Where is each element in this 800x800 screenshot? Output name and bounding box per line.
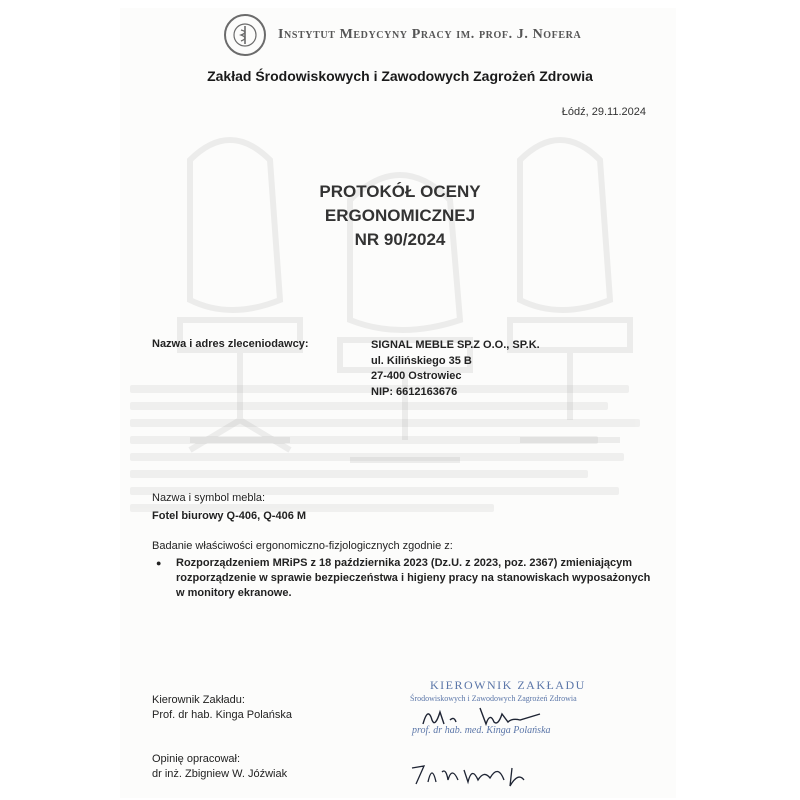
institute-name: Instytut Medycyny Pracy im. prof. J. Nofera xyxy=(278,27,582,42)
stamp-line-3: prof. dr hab. med. Kinga Polańska xyxy=(412,725,551,736)
head-section xyxy=(152,693,292,723)
head-signature xyxy=(420,702,550,732)
client-nip: NIP: 6612163676 xyxy=(371,385,458,398)
furniture-value: Fotel biurowy Q-406, Q-406 M xyxy=(152,510,307,522)
author-section xyxy=(152,752,287,782)
client-street: ul. Kilińskiego 35 B xyxy=(371,354,472,367)
client-name: SIGNAL MEBLE SP.Z O.O., SP.K. xyxy=(371,339,540,351)
author-signature xyxy=(408,758,538,790)
head-label: Kierownik Zakładu: xyxy=(152,694,245,706)
title-line-3: NR 90/2024 xyxy=(354,230,446,249)
study-section xyxy=(152,539,650,601)
stamp-line-1: KIEROWNIK ZAKŁADU xyxy=(430,678,586,692)
document-title xyxy=(0,180,800,252)
head-name: Prof. dr hab. Kinga Polańska xyxy=(152,709,293,721)
study-label: Badanie właściwości ergonomiczno-fizjologicznych zgodnie z: xyxy=(152,540,453,552)
study-bullet-line-3: w monitory ekranowe. xyxy=(176,587,292,599)
title-line-1: PROTOKÓŁ OCENY xyxy=(319,182,481,201)
furniture-label: Nazwa i symbol mebla: xyxy=(152,492,266,504)
study-bullet-line-2: rozporządzenie w sprawie bezpieczeństwa i higieny pracy na stanowiskach wyposażonych xyxy=(176,572,651,584)
department-name: Zakład Środowiskowych i Zawodowych Zagrożeń Zdrowia xyxy=(207,68,593,84)
author-label: Opinię opracował: xyxy=(152,753,241,765)
client-label: Nazwa i adres zleceniodawcy: xyxy=(152,338,309,350)
institute-header xyxy=(224,14,581,56)
study-bullet-line-1: Rozporządzeniem MRiPS z 18 października 2023 (Dz.U. z 2023, poz. 2367) zmieniającym xyxy=(176,557,633,569)
bullet-icon: ● xyxy=(156,558,162,568)
place-date: Łódź, 29.11.2024 xyxy=(561,106,646,118)
furniture-section xyxy=(152,491,306,524)
study-bullet xyxy=(152,556,650,601)
stamp-line-2: Środowiskowych i Zawodowych Zagrożeń Zdrowia xyxy=(410,694,577,703)
author-name: dr inż. Zbigniew W. Jóźwiak xyxy=(152,768,288,780)
title-line-2: ERGONOMICZNEJ xyxy=(324,206,476,225)
institute-seal-icon xyxy=(224,14,266,56)
client-city: 27-400 Ostrowiec xyxy=(371,370,462,382)
client-details xyxy=(371,338,540,400)
